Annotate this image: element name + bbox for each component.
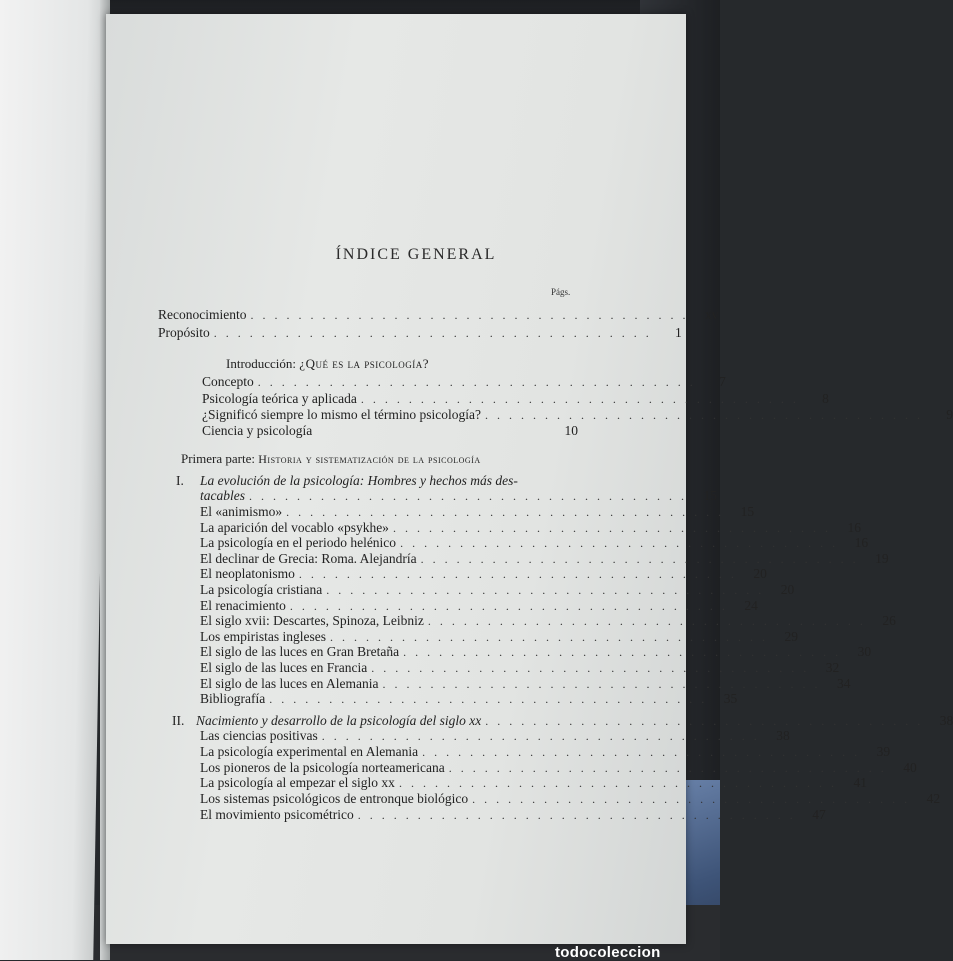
- part-heading-prefix: Primera parte:: [181, 451, 255, 466]
- watermark-logo: todocoleccion: [555, 944, 661, 961]
- toc-entry: [200, 691, 738, 707]
- chapter-title: La evolución de la psicología: Hombres y hechos más des-: [200, 473, 518, 488]
- toc-entry-page: 20: [780, 582, 795, 597]
- chapter-numeral: II.: [172, 713, 185, 728]
- toc-entry: [200, 775, 867, 791]
- intro-heading: [226, 356, 429, 372]
- leader-dots: .....................................: [427, 614, 872, 629]
- toc-entry: [200, 675, 851, 692]
- toc-entry-text: Psicología teórica y aplicada: [202, 391, 357, 406]
- toc-entry-page: 20: [753, 566, 767, 582]
- leader-dots: .....................................: [286, 505, 731, 519]
- toc-entry-page: 16: [847, 519, 861, 535]
- toc-entry-text: Reconocimiento: [158, 307, 247, 322]
- toc-entry-page: 7: [719, 374, 726, 389]
- toc-entry-page: 47: [812, 807, 826, 822]
- toc-entry-text: El siglo de las luces en Francia: [200, 660, 368, 675]
- part-heading-title: Historia y sistematización de la psicología: [258, 452, 481, 466]
- toc-entry-text: La aparición del vocablo «psykhe»: [200, 519, 389, 535]
- leader-dots: .....................................: [420, 551, 865, 566]
- leader-dots: .....................................: [484, 408, 929, 422]
- toc-entry-text: Bibliografía: [200, 691, 266, 707]
- toc-entry-text: El renacimiento: [200, 597, 286, 613]
- toc-entry-page: 1: [675, 325, 682, 340]
- leader-dots: .....................................: [422, 744, 867, 759]
- toc-entry: [200, 566, 767, 582]
- leader-dots: .....................................: [448, 760, 893, 775]
- toc-entry: [158, 307, 719, 323]
- toc-entry: [200, 613, 896, 629]
- leader-dots: .....................................: [213, 326, 658, 340]
- toc-entry-page: 10: [564, 423, 578, 438]
- part-heading: [181, 451, 481, 467]
- toc-entry-text: El neoplatonismo: [200, 566, 295, 582]
- leader-dots: .....................................: [249, 489, 693, 503]
- leader-dots: .....................................: [371, 661, 816, 675]
- leader-dots: .....................................: [400, 536, 845, 551]
- toc-entry-page: 15: [740, 504, 755, 519]
- book-cover: [0, 0, 110, 960]
- toc-entry: [200, 644, 872, 660]
- chapter-title-continuation: tacables: [200, 488, 245, 503]
- toc-entry: [158, 325, 682, 341]
- toc-entry: [200, 597, 758, 614]
- toc-entry: [200, 519, 861, 536]
- toc-entry: [202, 374, 726, 390]
- intro-heading-title: ¿Qué es la psicología?: [299, 356, 429, 371]
- toc-entry-page: 8: [822, 391, 829, 406]
- toc-entry-page: 32: [825, 660, 840, 675]
- toc-entry: [200, 582, 795, 598]
- toc-entry: [200, 488, 717, 504]
- leader-dots: .....................................: [403, 645, 848, 660]
- intro-heading-prefix: Introducción:: [226, 356, 297, 371]
- toc-entry-page: 38: [939, 713, 953, 728]
- toc-entry-text: La psicología en el periodo helénico: [200, 535, 397, 551]
- toc-entry: [200, 807, 826, 823]
- pages-column-label: Págs.: [551, 287, 571, 297]
- leader-dots: .....................................: [250, 308, 695, 322]
- toc-entry: [200, 759, 917, 776]
- toc-entry-page: 29: [784, 628, 798, 644]
- book-page: [106, 14, 953, 944]
- toc-entry: [202, 391, 829, 407]
- leader-dots: .....................................: [360, 392, 805, 406]
- toc-entry-page: 35: [723, 691, 738, 707]
- toc-entry-page: 34: [836, 675, 851, 691]
- toc-entry-text: Propósito: [158, 325, 210, 340]
- toc-entry: [200, 728, 790, 744]
- toc-entry-text: El siglo de las luces en Gran Bretaña: [200, 644, 400, 660]
- chapter-title: Nacimiento y desarrollo de la psicología del siglo xx: [196, 713, 482, 728]
- leader-dots: .....................................: [472, 792, 917, 807]
- toc-entry-page: 41: [853, 775, 867, 791]
- toc-entry-page: 26: [882, 613, 896, 629]
- toc-entry-text: Los empiristas ingleses: [200, 628, 326, 644]
- toc-entry-page: 30: [857, 644, 872, 660]
- leader-dots: .....................................: [392, 520, 837, 535]
- toc-entry-text: Los pioneros de la psicología norteamericana: [200, 759, 445, 775]
- leader-dots: .....................................: [398, 776, 843, 791]
- leader-dots: .....................................: [485, 714, 930, 728]
- toc-entry-text: Los sistemas psicológicos de entronque biológico: [200, 791, 469, 807]
- toc-entry: [172, 713, 953, 729]
- toc-entry-text: Ciencia y psicología: [202, 423, 313, 438]
- leader-dots: .....................................: [382, 676, 827, 691]
- toc-entry: [202, 407, 953, 423]
- toc-entry-page: 39: [876, 743, 891, 759]
- toc-entry-page: xv: [704, 307, 719, 322]
- toc-entry-text: El declinar de Grecia: Roma. Alejandría: [200, 550, 417, 566]
- toc-entry-text: Las ciencias positivas: [200, 728, 318, 743]
- toc-entry-page: 19: [875, 550, 889, 566]
- toc-entry: [200, 535, 869, 551]
- page-title: ÍNDICE GENERAL: [335, 246, 497, 263]
- toc-entry: [200, 628, 798, 645]
- chapter-heading: [172, 713, 481, 728]
- toc-entry: [200, 743, 891, 760]
- toc-entry-page: 40: [903, 759, 917, 775]
- toc-entry-text: El «animismo»: [200, 504, 283, 519]
- toc-entry: [200, 550, 889, 567]
- toc-entry-text: El movimiento psicométrico: [200, 807, 354, 822]
- toc-entry-text: La psicología experimental en Alemania: [200, 743, 419, 759]
- toc-entry: [200, 504, 755, 520]
- toc-entry-page: 9: [946, 407, 953, 422]
- toc-entry: [200, 660, 840, 676]
- leader-dots: .....................................: [321, 729, 766, 743]
- toc-entry-page: 24: [744, 597, 758, 613]
- toc-entry-text: El siglo de las luces en Alemania: [200, 675, 379, 691]
- chapter-heading: [176, 473, 518, 489]
- leader-dots: .....................................: [298, 567, 743, 582]
- toc-entry: [200, 791, 941, 807]
- toc-entry-page: 42: [926, 791, 941, 807]
- leader-dots: .....................................: [326, 583, 771, 597]
- toc-entry-page: 15: [703, 488, 717, 503]
- toc-entry-text: El siglo xvii: Descartes, Spinoza, Leibniz: [200, 613, 424, 629]
- leader-dots: .....................................: [357, 808, 802, 822]
- toc-entry-text: Concepto: [202, 374, 254, 389]
- toc-entry-page: 38: [776, 728, 790, 743]
- leader-dots: .....................................: [289, 598, 734, 613]
- leader-dots: .....................................: [269, 692, 714, 707]
- toc-entry-page: 16: [854, 535, 869, 551]
- toc-entry-text: La psicología al empezar el siglo xx: [200, 775, 395, 791]
- toc-entry: [202, 423, 578, 438]
- leader-dots: .....................................: [329, 629, 774, 644]
- toc-entry-text: ¿Significó siempre lo mismo el término psicología?: [202, 407, 481, 422]
- toc-entry-text: La psicología cristiana: [200, 582, 323, 597]
- chapter-numeral: I.: [176, 473, 184, 488]
- leader-dots: .....................................: [257, 375, 702, 389]
